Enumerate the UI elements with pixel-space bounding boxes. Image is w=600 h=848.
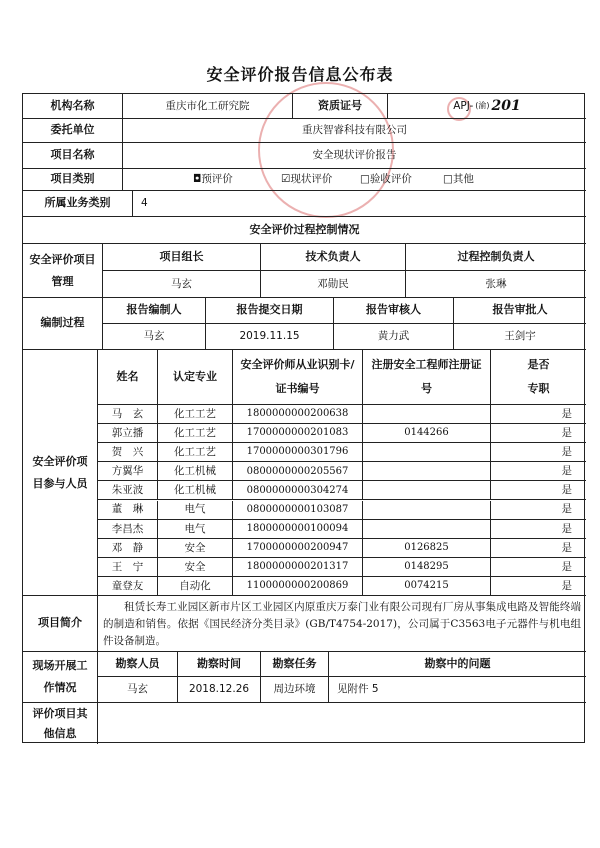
member-reg-number bbox=[363, 443, 491, 462]
member-major: 电气 bbox=[158, 501, 233, 520]
option-other[interactable]: □其他 bbox=[443, 173, 474, 186]
member-reg-number bbox=[363, 520, 491, 539]
member-major: 化工机械 bbox=[158, 481, 233, 500]
cert-label: 资质证号 bbox=[293, 94, 388, 119]
members-header-fulltime: 是否专职 bbox=[491, 350, 586, 405]
site-label: 现场开展工作情况 bbox=[23, 652, 98, 703]
members-header-major: 认定专业 bbox=[158, 350, 233, 405]
member-card-number: 0800000000103087 bbox=[233, 501, 363, 520]
member-reg-number: 0148295 bbox=[363, 558, 491, 577]
member-fulltime: 是 bbox=[491, 462, 586, 481]
page-title: 安全评价报告信息公布表 bbox=[206, 65, 394, 84]
summary-label: 项目简介 bbox=[23, 596, 98, 652]
site-value-person: 马玄 bbox=[98, 677, 178, 703]
compile-label: 编制过程 bbox=[23, 298, 103, 350]
member-name: 童登友 bbox=[98, 577, 158, 596]
cert-value: APJ- bbox=[453, 99, 474, 112]
member-card-number: 1700000000301796 bbox=[233, 443, 363, 462]
member-name: 方翼华 bbox=[98, 462, 158, 481]
member-major: 电气 bbox=[158, 520, 233, 539]
member-fulltime: 是 bbox=[491, 577, 586, 596]
member-major: 化工工艺 bbox=[158, 405, 233, 424]
compile-header-date: 报告提交日期 bbox=[206, 298, 334, 324]
filled-box-icon: ◘ bbox=[193, 173, 202, 186]
member-major: 化工工艺 bbox=[158, 443, 233, 462]
compile-header-editor: 报告编制人 bbox=[103, 298, 206, 324]
members-header-name: 姓名 bbox=[98, 350, 158, 405]
cert-stamp-text: (渝) bbox=[475, 100, 490, 110]
management-value-leader: 马玄 bbox=[103, 271, 261, 298]
member-fulltime: 是 bbox=[491, 501, 586, 520]
management-header-leader: 项目组长 bbox=[103, 244, 261, 271]
site-header-issue: 勘察中的问题 bbox=[329, 652, 586, 677]
compile-value-reviewer: 黄力武 bbox=[334, 324, 454, 350]
business-category-value: 4 bbox=[133, 191, 586, 217]
project-label: 项目名称 bbox=[23, 143, 123, 169]
compile-value-date: 2019.11.15 bbox=[206, 324, 334, 350]
member-name: 李昌杰 bbox=[98, 520, 158, 539]
member-name: 贺 兴 bbox=[98, 443, 158, 462]
cert-value-cell bbox=[388, 94, 586, 119]
member-fulltime: 是 bbox=[491, 405, 586, 424]
org-label: 机构名称 bbox=[23, 94, 123, 119]
member-card-number: 0800000000304274 bbox=[233, 481, 363, 500]
member-reg-number: 0126825 bbox=[363, 539, 491, 558]
empty-box-icon: □ bbox=[360, 173, 370, 186]
member-fulltime: 是 bbox=[491, 558, 586, 577]
member-major: 化工机械 bbox=[158, 462, 233, 481]
info-table bbox=[22, 93, 585, 743]
member-card-number: 1800000000201317 bbox=[233, 558, 363, 577]
compile-value-approver: 王剑宇 bbox=[454, 324, 586, 350]
member-major: 安全 bbox=[158, 539, 233, 558]
option-acceptance-evaluation[interactable]: □验收评价 bbox=[360, 173, 412, 186]
member-name: 董 琳 bbox=[98, 501, 158, 520]
project-type-label: 项目类别 bbox=[23, 169, 123, 191]
management-value-process: 张琳 bbox=[406, 271, 586, 298]
member-name: 郭立播 bbox=[98, 424, 158, 443]
process-header: 安全评价过程控制情况 bbox=[23, 217, 586, 244]
management-header-process: 过程控制负责人 bbox=[406, 244, 586, 271]
member-fulltime: 是 bbox=[491, 539, 586, 558]
site-value-issue: 见附件 5 bbox=[329, 677, 586, 703]
members-header-reg: 注册安全工程师注册证号 bbox=[363, 350, 491, 405]
compile-value-editor: 马玄 bbox=[103, 324, 206, 350]
compile-header-approver: 报告审批人 bbox=[454, 298, 586, 324]
project-value: 安全现状评价报告 bbox=[123, 143, 586, 169]
management-label: 安全评价项目管理 bbox=[23, 244, 103, 298]
option-pre-evaluation[interactable]: ◘预评价 bbox=[193, 173, 233, 186]
cert-number: 201 bbox=[491, 97, 521, 114]
member-name: 邓 静 bbox=[98, 539, 158, 558]
client-label: 委托单位 bbox=[23, 119, 123, 143]
member-reg-number bbox=[363, 405, 491, 424]
compile-header-reviewer: 报告审核人 bbox=[334, 298, 454, 324]
member-name: 朱亚波 bbox=[98, 481, 158, 500]
member-card-number: 1100000000200869 bbox=[233, 577, 363, 596]
member-fulltime: 是 bbox=[491, 481, 586, 500]
member-card-number: 1700000000200947 bbox=[233, 539, 363, 558]
member-reg-number bbox=[363, 462, 491, 481]
member-reg-number bbox=[363, 481, 491, 500]
summary-text: 租赁长寿工业园区新市片区工业园区内原重庆万泰门业有限公司现有厂房从事集成电路及智能终端的制造和销售。依据《国民经济分类目录》(GB/T4754-2017)，公司属于C3563电子元器件与机电组件设备制造。 bbox=[103, 601, 581, 647]
site-header-task: 勘察任务 bbox=[261, 652, 329, 677]
member-name: 王 宁 bbox=[98, 558, 158, 577]
checked-box-icon: ☑ bbox=[281, 173, 291, 186]
empty-box-icon: □ bbox=[443, 173, 453, 186]
member-fulltime: 是 bbox=[491, 443, 586, 462]
option-status-evaluation[interactable]: ☑现状评价 bbox=[281, 173, 333, 186]
member-fulltime: 是 bbox=[491, 424, 586, 443]
site-value-time: 2018.12.26 bbox=[178, 677, 261, 703]
site-header-person: 勘察人员 bbox=[98, 652, 178, 677]
members-header-card: 安全评价师从业识别卡/证书编号 bbox=[233, 350, 363, 405]
project-type-options bbox=[123, 169, 586, 191]
site-value-task: 周边环境 bbox=[261, 677, 329, 703]
other-label: 评价项目其他信息 bbox=[23, 703, 98, 744]
org-value: 重庆市化工研究院 bbox=[123, 94, 293, 119]
member-fulltime: 是 bbox=[491, 520, 586, 539]
management-header-tech: 技术负责人 bbox=[261, 244, 406, 271]
members-label: 安全评价项目参与人员 bbox=[23, 350, 98, 596]
member-card-number: 1700000000201083 bbox=[233, 424, 363, 443]
business-category-label: 所属业务类别 bbox=[23, 191, 133, 217]
management-value-tech: 邓勋民 bbox=[261, 271, 406, 298]
member-reg-number: 0144266 bbox=[363, 424, 491, 443]
member-reg-number bbox=[363, 501, 491, 520]
member-reg-number: 0074215 bbox=[363, 577, 491, 596]
member-major: 安全 bbox=[158, 558, 233, 577]
client-value: 重庆智睿科技有限公司 bbox=[123, 119, 586, 143]
other-value bbox=[98, 703, 586, 744]
site-header-time: 勘察时间 bbox=[178, 652, 261, 677]
member-card-number: 0800000000205567 bbox=[233, 462, 363, 481]
member-card-number: 1800000000200638 bbox=[233, 405, 363, 424]
member-card-number: 1800000000100094 bbox=[233, 520, 363, 539]
member-name: 马 玄 bbox=[98, 405, 158, 424]
member-major: 自动化 bbox=[158, 577, 233, 596]
member-major: 化工工艺 bbox=[158, 424, 233, 443]
